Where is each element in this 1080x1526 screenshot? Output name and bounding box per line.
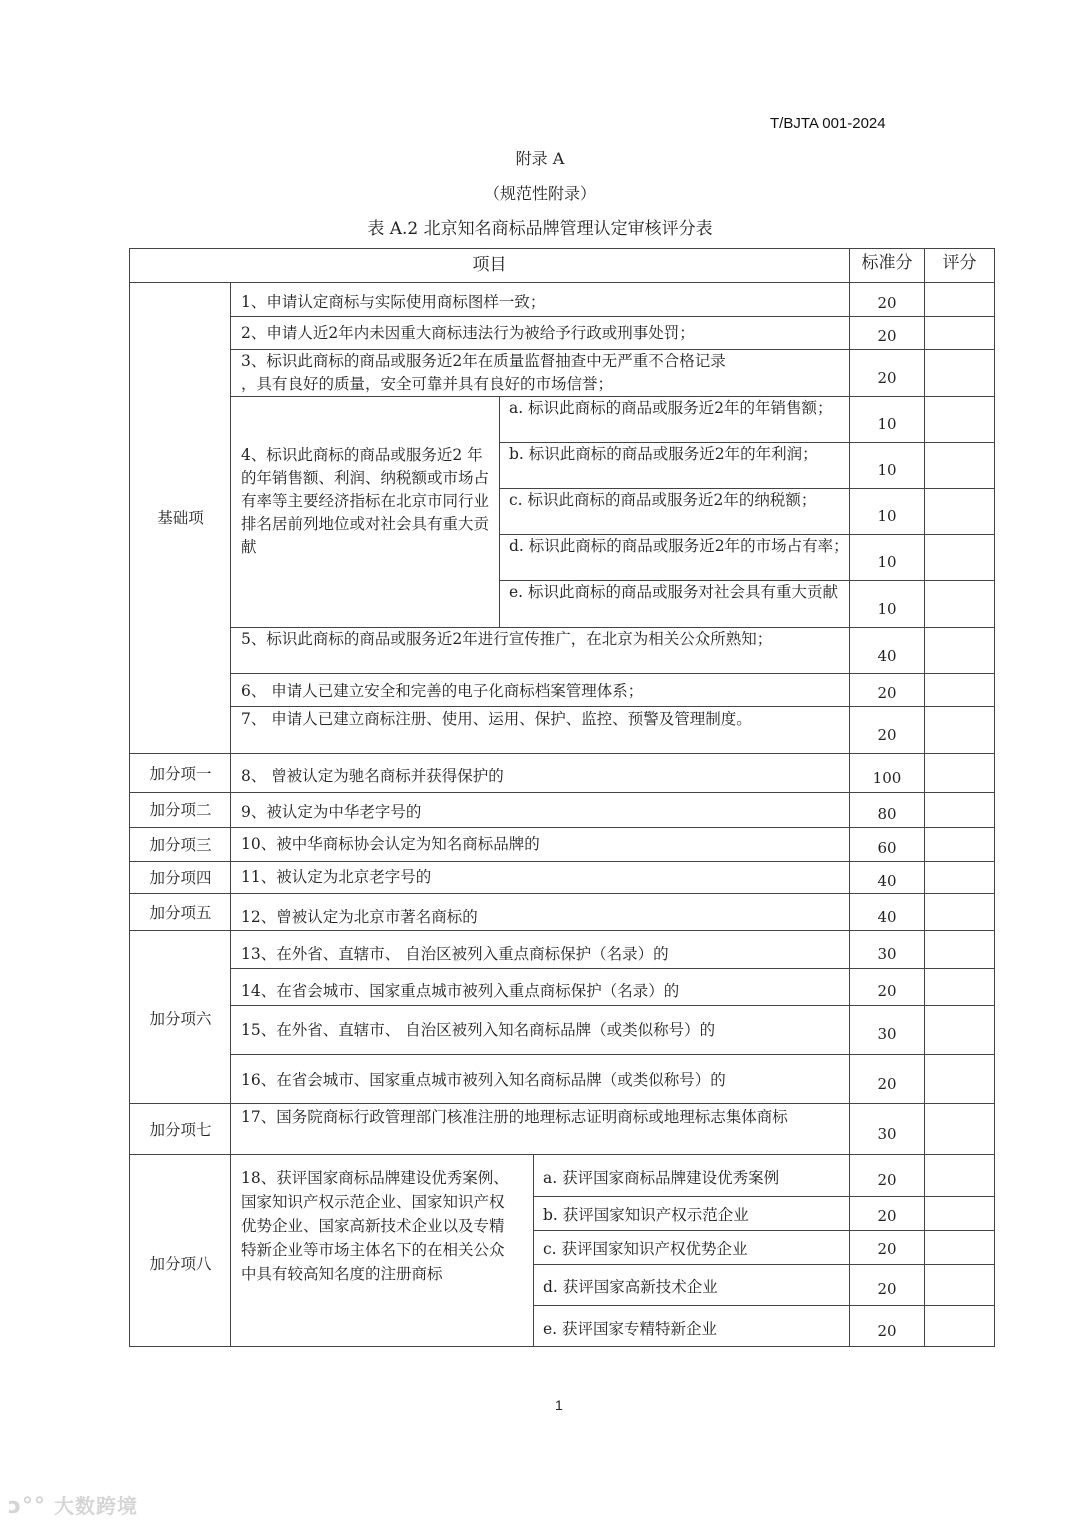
- criterion-5: 5、标识此商标的商品或服务近2年进行宣传推广，在北京为相关公众所熟知；: [241, 630, 773, 648]
- criterion-18: 18、获评国家商标品牌建设优秀案例、国家知识产权示范企业、国家知识产权优势企业、国家高新技术企业以及专精特新企业等市场主体名下的在相关公众中具有较高知名度的注册商标: [241, 1169, 509, 1283]
- category-bonus-3: 加分项三: [149, 836, 212, 854]
- page-number: 1: [555, 1397, 563, 1413]
- rule: [129, 1346, 995, 1347]
- criterion-7: 7、 申请人已建立商标注册、使用、运用、保护、监控、预警及管理制度。: [241, 710, 752, 728]
- standard-score-13: 30: [877, 945, 897, 963]
- criterion-18e: e. 获评国家专精特新企业: [543, 1320, 718, 1338]
- standard-score-15: 30: [877, 1025, 897, 1043]
- criterion-3: [241, 350, 846, 396]
- rule: [129, 1103, 995, 1104]
- standard-score-4c: 10: [877, 507, 897, 525]
- criterion-9: 9、被认定为中华老字号的: [241, 803, 422, 821]
- criterion-8: 8、 曾被认定为驰名商标并获得保护的: [241, 767, 504, 785]
- standard-score-18e: 20: [877, 1322, 897, 1340]
- criterion-3-line2: ，具有良好的质量，安全可靠并具有良好的市场信誉；: [241, 375, 614, 393]
- table-border-right: [994, 248, 995, 1347]
- criterion-6: 6、 申请人已建立安全和完善的电子化商标档案管理体系；: [241, 682, 644, 700]
- criterion-10: 10、被中华商标协会认定为知名商标品牌的: [241, 835, 540, 853]
- rule: [230, 1005, 995, 1006]
- category-bonus-2: 加分项二: [149, 801, 212, 819]
- rule: [230, 673, 995, 674]
- standard-score-2: 20: [877, 327, 897, 345]
- rule: [129, 930, 995, 931]
- score-col-divider: [924, 248, 925, 1347]
- criterion-4a: a. 标识此商标的商品或服务近2年的年销售额；: [509, 399, 833, 417]
- criterion-17: 17、国务院商标行政管理部门核准注册的地理标志证明商标或地理标志集体商标: [241, 1108, 788, 1126]
- standard-score-18d: 20: [877, 1280, 897, 1298]
- watermark: [8, 1490, 138, 1519]
- rule: [129, 753, 995, 754]
- column-header-standard: 标准分: [861, 253, 913, 272]
- category-bonus-5: 加分项五: [149, 904, 212, 922]
- rule: [129, 827, 995, 828]
- standard-score-4d: 10: [877, 553, 897, 571]
- appendix-type: （规范性附录）: [483, 184, 596, 203]
- standard-score-4b: 10: [877, 461, 897, 479]
- category-bonus-1: 加分项一: [149, 765, 212, 783]
- criterion-4c: c. 标识此商标的商品或服务近2年的纳税额；: [509, 491, 817, 509]
- document-number: T/BJTA 001-2024: [770, 115, 886, 132]
- criterion-18c: c. 获评国家知识产权优势企业: [543, 1240, 748, 1258]
- criterion-14: 14、在省会城市、国家重点城市被列入重点商标保护（名录）的: [241, 982, 680, 1000]
- standard-score-12: 40: [877, 908, 897, 926]
- standard-score-18b: 20: [877, 1207, 897, 1225]
- column-header-score: 评分: [942, 253, 977, 272]
- standard-score-18c: 20: [877, 1240, 897, 1258]
- criterion-18d: d. 获评国家高新技术企业: [543, 1278, 718, 1296]
- criterion-18b: b. 获评国家知识产权示范企业: [543, 1206, 749, 1224]
- criterion-16: 16、在省会城市、国家重点城市被列入知名商标品牌（或类似称号）的: [241, 1071, 726, 1089]
- category-bonus-7: 加分项七: [149, 1121, 212, 1139]
- category-bonus-6: 加分项六: [149, 1010, 212, 1028]
- rule: [129, 282, 995, 283]
- criterion-11: 11、被认定为北京老字号的: [241, 868, 432, 886]
- rule: [533, 1264, 995, 1265]
- appendix-title: 附录 A: [515, 149, 565, 168]
- standard-score-3: 20: [877, 369, 897, 387]
- criterion-2: 2、申请人近2年内未因重大商标违法行为被给予行政或刑事处罚；: [241, 324, 695, 342]
- rule: [533, 1230, 995, 1231]
- rule: [230, 968, 995, 969]
- rule: [129, 893, 995, 894]
- standard-score-18a: 20: [877, 1171, 897, 1189]
- table-title: 表 A.2 北京知名商标品牌管理认定审核评分表: [367, 219, 713, 239]
- rule: [533, 1305, 995, 1306]
- criterion-4e: e. 标识此商标的商品或服务对社会具有重大贡献: [509, 583, 839, 601]
- rule: [129, 861, 995, 862]
- rule: [129, 792, 995, 793]
- standard-score-10: 60: [877, 839, 897, 857]
- table-border-left: [129, 248, 130, 1347]
- criterion-15: 15、在外省、直辖市、 自治区被列入知名商标品牌（或类似称号）的: [241, 1021, 716, 1039]
- criterion-13: 13、在外省、直辖市、 自治区被列入重点商标保护（名录）的: [241, 945, 669, 963]
- criterion-3-line1: 3、标识此商标的商品或服务近2年在质量监督抽查中无严重不合格记录: [241, 352, 726, 370]
- rule: [129, 1154, 995, 1155]
- standard-score-11: 40: [877, 872, 897, 890]
- criterion-4: 4、标识此商标的商品或服务近2 年的年销售额、利润、纳税额或市场占有率等主要经济指标在北京市同行业排名居前列地位或对社会具有重大贡献: [241, 446, 490, 556]
- standard-score-1: 20: [877, 294, 897, 312]
- r18-sub-divider: [533, 1154, 534, 1347]
- criterion-4d: d. 标识此商标的商品或服务近2年的市场占有率；: [509, 537, 849, 555]
- rule: [129, 248, 995, 249]
- rule: [230, 706, 995, 707]
- rule: [533, 1196, 995, 1197]
- category-divider: [230, 282, 231, 1347]
- column-header-item: 项目: [472, 255, 507, 274]
- standard-score-16: 20: [877, 1075, 897, 1093]
- criterion-1: 1、申请认定商标与实际使用商标图样一致；: [241, 293, 546, 311]
- standard-score-4a: 10: [877, 415, 897, 433]
- standard-score-5: 40: [877, 647, 897, 665]
- category-bonus-4: 加分项四: [149, 869, 212, 887]
- standard-score-8: 100: [872, 769, 902, 787]
- rule: [230, 1054, 995, 1055]
- standard-score-6: 20: [877, 684, 897, 702]
- criterion-4b: b. 标识此商标的商品或服务近2年的年利润；: [509, 445, 818, 463]
- standard-score-9: 80: [877, 805, 897, 823]
- r4-sub-divider: [499, 396, 500, 627]
- rule: [230, 316, 995, 317]
- standard-score-14: 20: [877, 982, 897, 1000]
- category-basic: 基础项: [157, 509, 204, 527]
- watermark-text: 大数跨境: [54, 1494, 139, 1518]
- category-bonus-8: 加分项八: [149, 1255, 212, 1273]
- criterion-12: 12、曾被认定为北京市著名商标的: [241, 908, 478, 926]
- criterion-18a: a. 获评国家商标品牌建设优秀案例: [543, 1169, 780, 1187]
- standard-score-7: 20: [877, 726, 897, 744]
- watermark-logo-icon: ↄ°°: [8, 1494, 47, 1519]
- standard-score-17: 30: [877, 1125, 897, 1143]
- standard-score-4e: 10: [877, 600, 897, 618]
